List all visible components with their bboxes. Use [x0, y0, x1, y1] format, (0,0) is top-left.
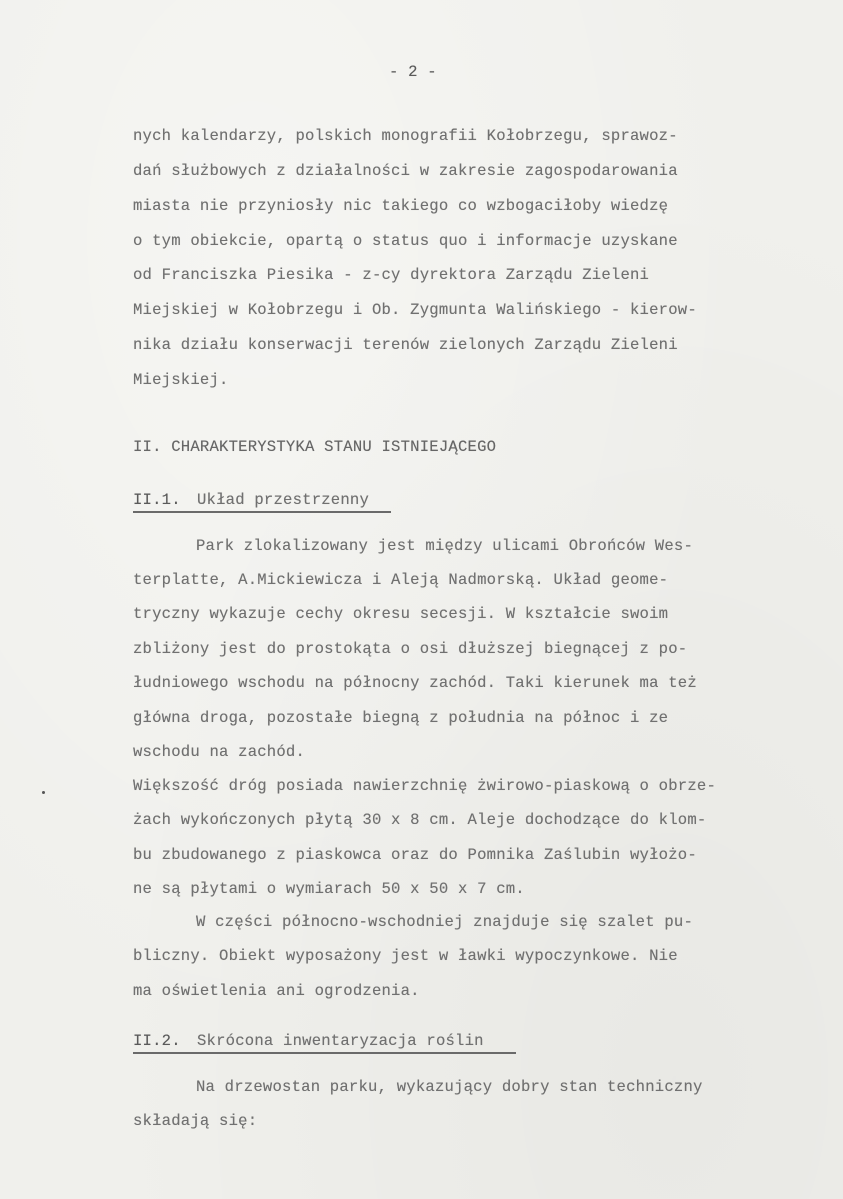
text-line: łudniowego wschodu na północny zachód. Taki kierunek ma też	[133, 674, 697, 692]
text-line: wschodu na zachód.	[133, 743, 306, 761]
text-line: bliczny. Obiekt wyposażony jest w ławki wypoczynkowe. Nie	[133, 947, 678, 965]
text-line: zbliżony jest do prostokąta o osi dłuższej biegnącej z po-	[133, 640, 688, 658]
text-line: W części północno-wschodniej znajduje się szalet pu-	[196, 913, 694, 931]
text-line: składają się:	[133, 1112, 258, 1130]
text-line: główna droga, pozostałe biegną z południa na północ i ze	[133, 709, 669, 727]
subsection-number: II.1.	[133, 491, 181, 509]
text-line: Większość dróg posiada nawierzchnię żwirowo-piaskową o obrze-	[133, 777, 717, 795]
text-line: ma oświetlenia ani ogrodzenia.	[133, 982, 420, 1000]
subsection-underline	[133, 1052, 516, 1054]
subsection-underline	[133, 511, 391, 513]
text-line: ne są płytami o wymiarach 50 x 50 x 7 cm.	[133, 880, 525, 898]
subsection-title: Układ przestrzenny	[197, 491, 370, 509]
text-line: nika działu konserwacji terenów zielonych Zarządu Zieleni	[133, 336, 678, 354]
text-line: dań służbowych z działalności w zakresie zagospodarowania	[133, 162, 678, 180]
section-heading: II. CHARAKTERYSTYKA STANU ISTNIEJĄCEGO	[133, 438, 497, 456]
text-line: Park zlokalizowany jest między ulicami Obrońców Wes-	[196, 537, 694, 555]
text-line: bu zbudowanego z piaskowca oraz do Pomnika Zaślubin wyłożo-	[133, 846, 697, 864]
subsection-number: II.2.	[133, 1032, 181, 1050]
text-line: Na drzewostan parku, wykazujący dobry stan techniczny	[196, 1078, 703, 1096]
page-number: - 2 -	[389, 63, 437, 81]
paper-speck	[42, 791, 45, 794]
text-line: Miejskiej.	[133, 371, 229, 389]
subsection-title: Skrócona inwentaryzacja roślin	[197, 1032, 484, 1050]
text-line: o tym obiekcie, opartą o status quo i informacje uzyskane	[133, 232, 678, 250]
text-line: żach wykończonych płytą 30 x 8 cm. Aleje dochodzące do klom-	[133, 811, 707, 829]
text-line: miasta nie przyniosły nic takiego co wzbogaciłoby wiedzę	[133, 197, 669, 215]
text-line: Miejskiej w Kołobrzegu i Ob. Zygmunta Walińskiego - kierow-	[133, 301, 697, 319]
text-line: nych kalendarzy, polskich monografii Kołobrzegu, sprawoz-	[133, 127, 678, 145]
text-line: terplatte, A.Mickiewicza i Aleją Nadmorską. Układ geome-	[133, 571, 669, 589]
text-line: od Franciszka Piesika - z-cy dyrektora Zarządu Zieleni	[133, 266, 650, 284]
text-line: tryczny wykazuje cechy okresu secesji. W kształcie swoim	[133, 605, 669, 623]
